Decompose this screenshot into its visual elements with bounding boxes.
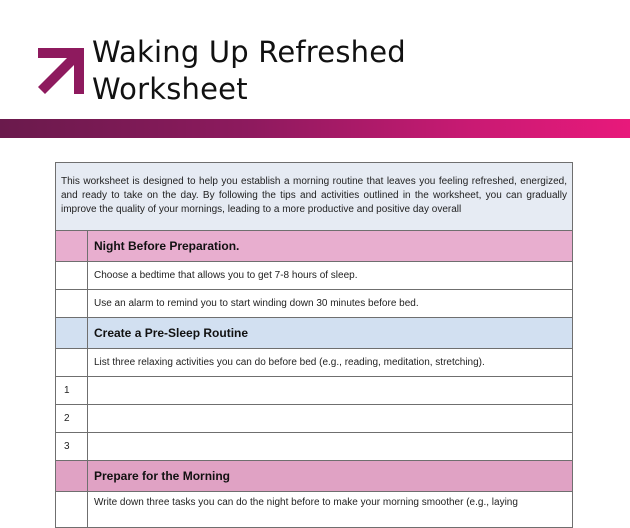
- answer-field-2[interactable]: [88, 405, 573, 433]
- row-number: [56, 290, 88, 318]
- table-row: [56, 349, 573, 377]
- night-item-2: Use an alarm to remind you to start winding down 30 minutes before bed.: [88, 290, 573, 318]
- header-band: [0, 119, 630, 138]
- table-row: [56, 290, 573, 318]
- table-row: [56, 492, 573, 528]
- morning-instruction: Write down three tasks you can do the night before to make your morning smoother (e.g., laying: [88, 492, 573, 528]
- row-number-1: 1: [56, 377, 88, 405]
- title-line-1: Waking Up Refreshed: [92, 35, 406, 69]
- intro-text: This worksheet is designed to help you establish a morning routine that leaves you feeling refreshed, energized, and ready to take on the day. By following the tips and activities outlined in the worksheet, you can gradually improve the quality of your mornings, leading to a more productive and positive day overall: [56, 163, 573, 231]
- title-line-2: Worksheet: [92, 72, 248, 106]
- table-row: [56, 405, 573, 433]
- table-row: [56, 262, 573, 290]
- section-heading-row: [56, 318, 573, 349]
- arrow-up-right-icon: [36, 46, 86, 96]
- heading-marker: [56, 461, 88, 492]
- section-heading-morning: Prepare for the Morning: [88, 461, 573, 492]
- row-number: [56, 262, 88, 290]
- answer-field-1[interactable]: [88, 377, 573, 405]
- table-row: [56, 433, 573, 461]
- section-heading-night: Night Before Preparation.: [88, 231, 573, 262]
- section-heading-presleep: Create a Pre-Sleep Routine: [88, 318, 573, 349]
- row-number: [56, 492, 88, 528]
- row-number-3: 3: [56, 433, 88, 461]
- night-item-1: Choose a bedtime that allows you to get 7-8 hours of sleep.: [88, 262, 573, 290]
- table-row: [56, 377, 573, 405]
- presleep-instruction: List three relaxing activities you can do before bed (e.g., reading, meditation, stretching).: [88, 349, 573, 377]
- heading-marker: [56, 318, 88, 349]
- row-number: [56, 349, 88, 377]
- intro-row: [56, 163, 573, 231]
- section-heading-row: [56, 461, 573, 492]
- heading-marker: [56, 231, 88, 262]
- page-title: [92, 34, 406, 108]
- answer-field-3[interactable]: [88, 433, 573, 461]
- row-number-2: 2: [56, 405, 88, 433]
- worksheet-table: [55, 162, 573, 528]
- section-heading-row: [56, 231, 573, 262]
